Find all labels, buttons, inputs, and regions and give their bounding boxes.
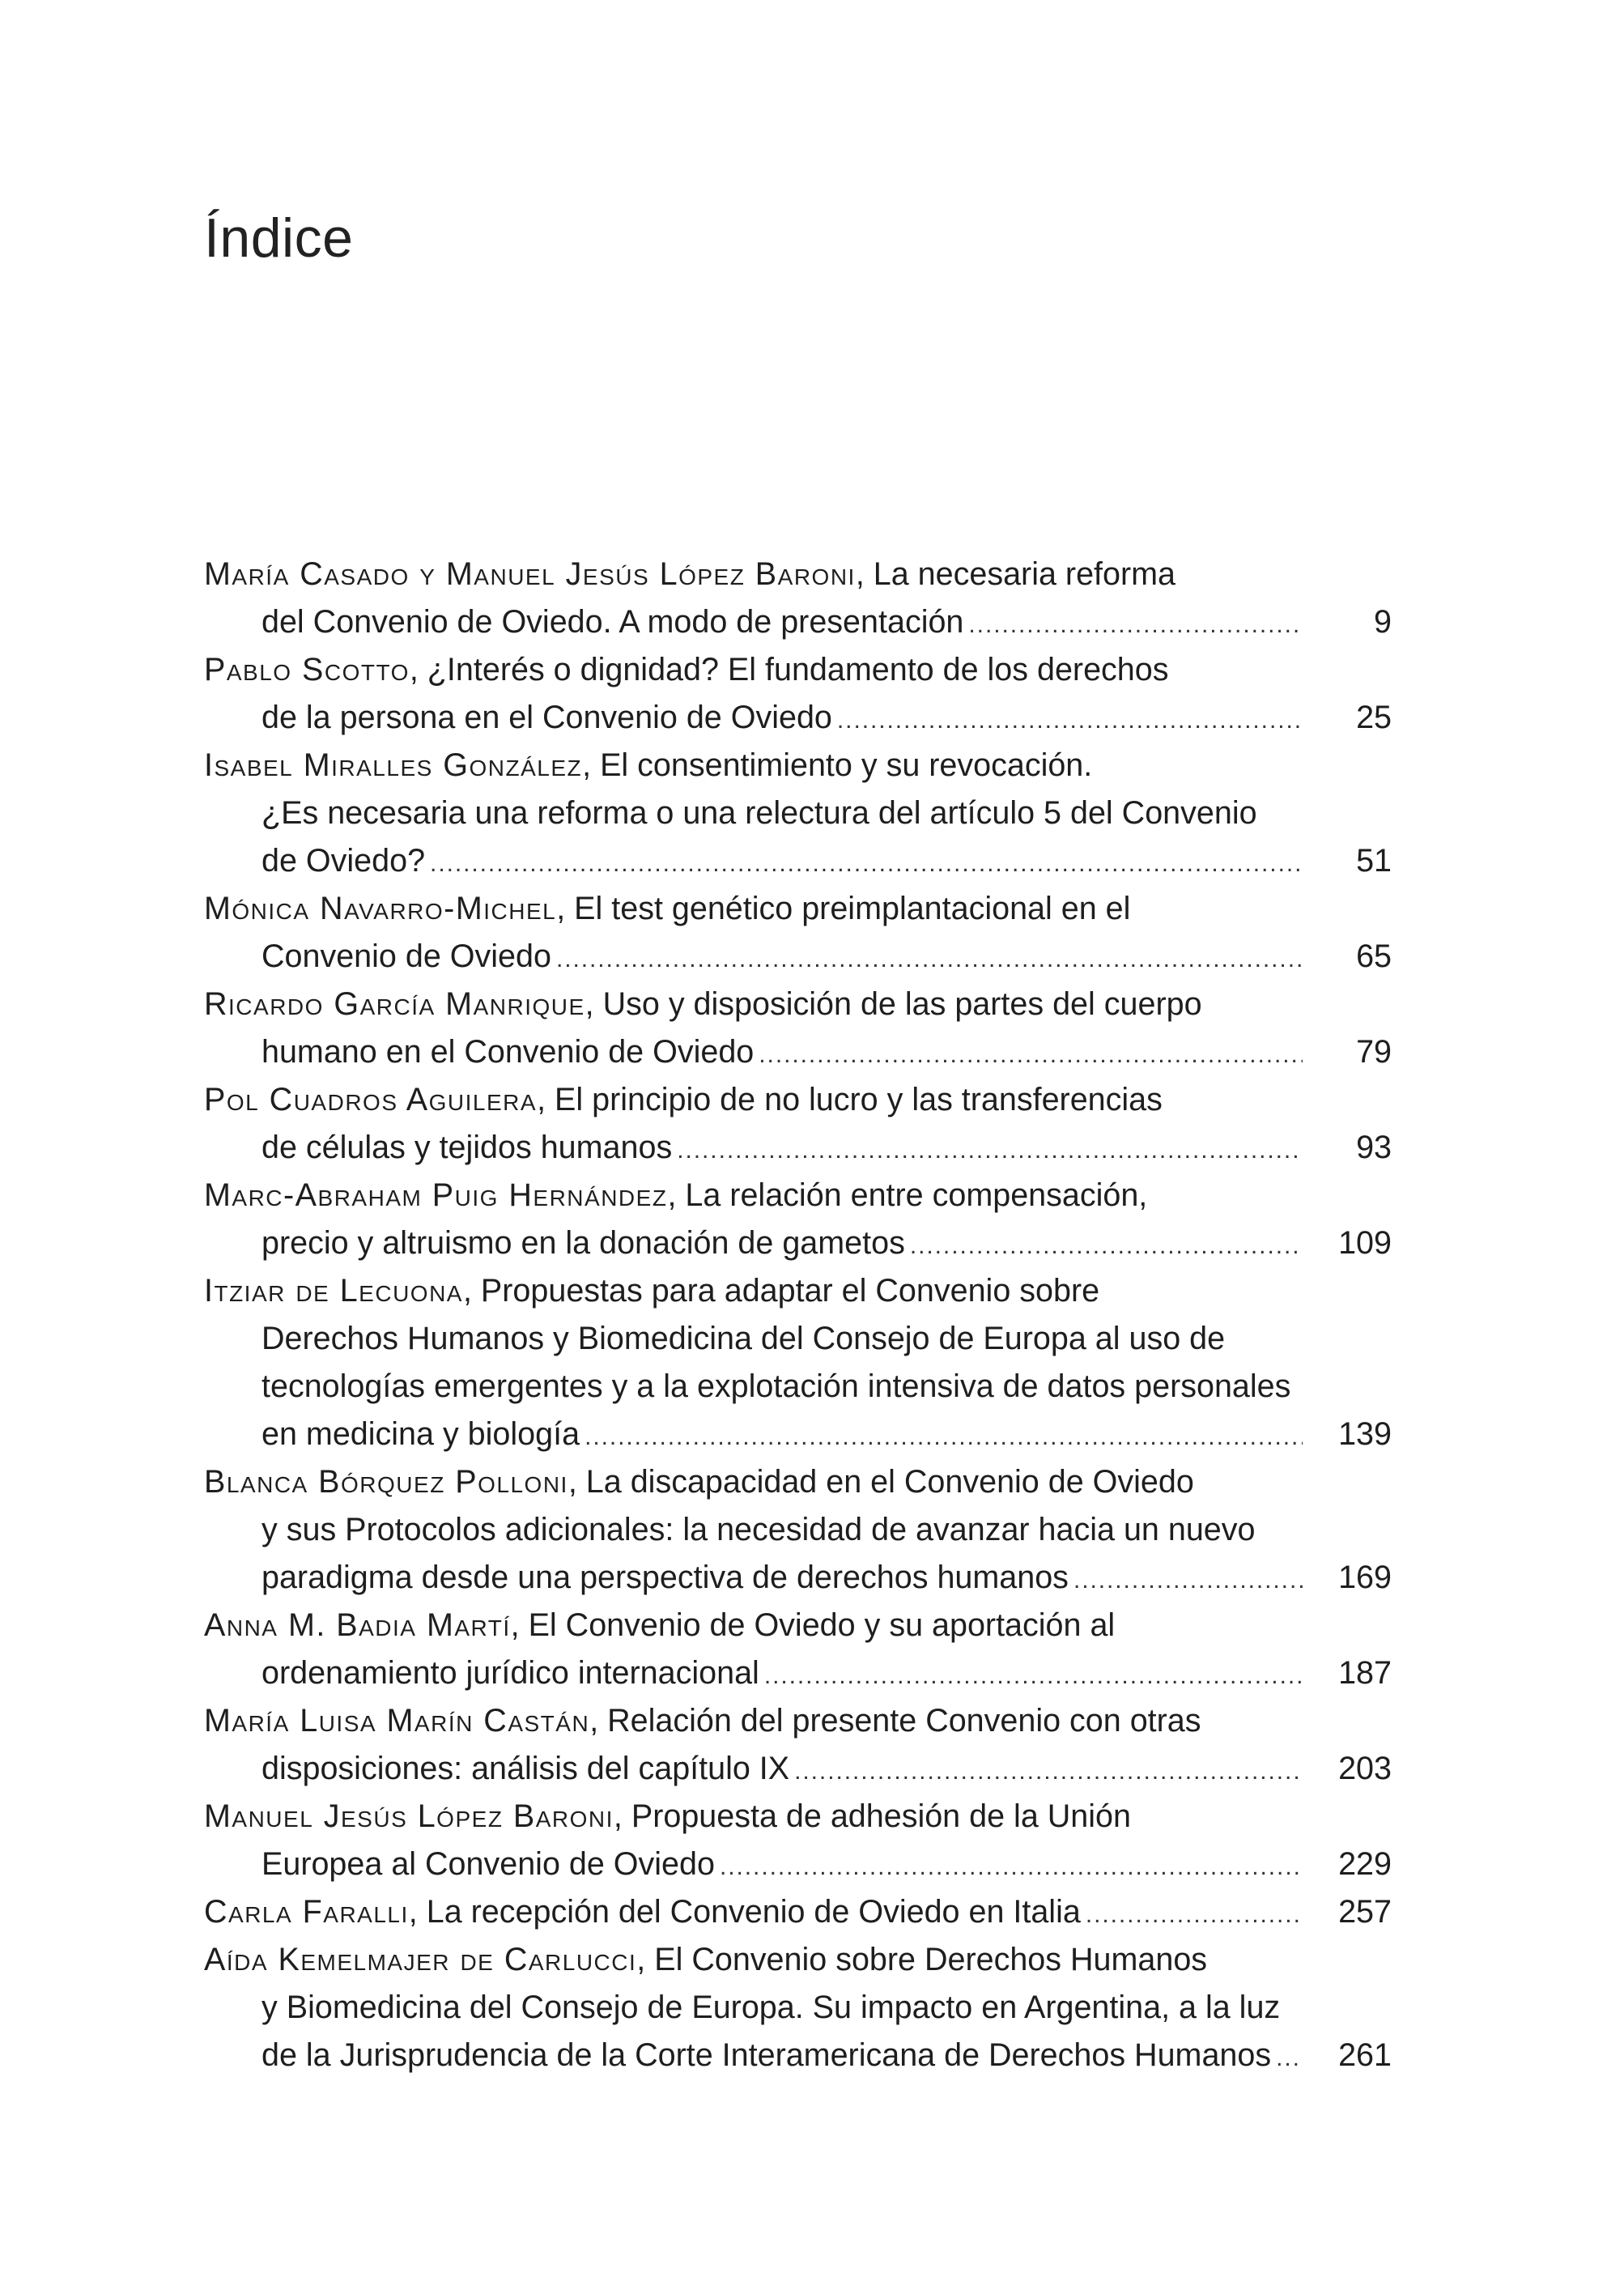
toc-author: Carla Faralli	[204, 1894, 409, 1930]
toc-author: Anna M. Badia Martí	[204, 1607, 511, 1643]
toc-title-start: , El Convenio sobre Derechos Humanos	[636, 1942, 1208, 1977]
toc-line-text	[261, 837, 1303, 887]
toc-author: María Casado y Manuel Jesús López Baroni	[204, 556, 856, 592]
toc-author: María Luisa Marín Castán	[204, 1703, 590, 1739]
toc-line-text	[261, 1219, 1303, 1270]
toc-line	[204, 789, 1418, 837]
dot-leader	[794, 1745, 1303, 1795]
toc-title-end: ordenamiento jurídico internacional	[261, 1655, 759, 1691]
toc-line-text	[261, 933, 1303, 983]
dot-leader	[764, 1649, 1303, 1700]
toc-line-text	[261, 1028, 1303, 1079]
toc-title-continuation: y sus Protocolos adicionales: la necesidad de avanzar hacia un nuevo	[261, 1512, 1256, 1547]
toc-page-number: 25	[1356, 700, 1392, 735]
toc-line	[204, 1172, 1418, 1219]
toc-title-end: humano en el Convenio de Oviedo	[261, 1034, 755, 1070]
toc-entry[interactable]	[204, 1936, 1418, 2079]
toc-first-line	[204, 1267, 1099, 1315]
toc-title-start: , Relación del presente Convenio con otras	[589, 1703, 1201, 1739]
toc-first-line	[204, 1936, 1207, 1984]
toc-first-line	[204, 1076, 1163, 1124]
toc-author: Marc-Abraham Puig Hernández	[204, 1177, 668, 1213]
toc-line	[204, 1458, 1418, 1506]
toc-title-end: paradigma desde una perspectiva de derechos humanos	[261, 1560, 1069, 1595]
toc-title-start: , La relación entre compensación,	[667, 1177, 1148, 1213]
dot-leader	[585, 1411, 1303, 1461]
toc-title-end: del Convenio de Oviedo. A modo de presentación	[261, 604, 964, 640]
toc-author: Manuel Jesús López Baroni	[204, 1798, 614, 1834]
toc-entry[interactable]	[204, 1793, 1418, 1888]
dot-leader	[720, 1841, 1303, 1891]
dot-leader	[430, 837, 1303, 887]
toc-line	[204, 981, 1418, 1028]
toc-page-number: 139	[1338, 1416, 1392, 1452]
toc-first-line	[204, 1697, 1201, 1745]
toc-line	[204, 598, 1418, 646]
toc-line	[204, 1936, 1418, 1984]
toc-title-start: , El principio de no lucro y las transferencias	[537, 1082, 1163, 1117]
toc-first-line	[204, 885, 1130, 933]
toc-line	[204, 1506, 1418, 1554]
toc-author: Isabel Miralles González	[204, 747, 583, 783]
page-title: Índice	[204, 207, 354, 269]
toc-line	[204, 1888, 1418, 1936]
toc-title-start: , La discapacidad en el Convenio de Oviedo	[568, 1464, 1194, 1500]
dot-leader	[677, 1124, 1303, 1174]
toc-line	[204, 1124, 1418, 1172]
toc-line-text	[261, 2032, 1303, 2082]
toc-author: Mónica Navarro-Michel	[204, 891, 557, 926]
toc-title-end: disposiciones: análisis del capítulo IX	[261, 1751, 790, 1786]
toc-entry[interactable]	[204, 1888, 1418, 1936]
toc-line	[204, 1028, 1418, 1076]
dot-leader	[1276, 2032, 1303, 2082]
toc-entry[interactable]	[204, 1697, 1418, 1793]
toc-entry[interactable]	[204, 1172, 1418, 1267]
dot-leader	[1086, 1888, 1303, 1939]
toc-line	[204, 1745, 1418, 1793]
toc-line	[204, 1793, 1418, 1841]
dot-leader	[556, 933, 1303, 983]
toc-first-line	[204, 742, 1092, 789]
toc-entry[interactable]	[204, 742, 1418, 885]
toc-line	[204, 1649, 1418, 1697]
toc-title-end: en medicina y biología	[261, 1416, 580, 1452]
toc-page-number: 169	[1338, 1560, 1392, 1595]
toc-line-text	[204, 1888, 1303, 1939]
dot-leader	[759, 1028, 1303, 1079]
toc-title-start: , El test genético preimplantacional en el	[556, 891, 1131, 926]
dot-leader	[1073, 1554, 1303, 1604]
toc-line	[204, 1411, 1418, 1458]
toc-line-text	[261, 1841, 1303, 1891]
toc-line-text	[261, 1124, 1303, 1174]
toc-line	[204, 837, 1418, 885]
toc-entry[interactable]	[204, 1267, 1418, 1458]
toc-page-number: 261	[1338, 2037, 1392, 2073]
toc-entry[interactable]	[204, 1602, 1418, 1697]
toc-first-line	[204, 646, 1168, 694]
toc-author: Aída Kemelmajer de Carlucci	[204, 1942, 637, 1977]
toc-title-continuation: y Biomedicina del Consejo de Europa. Su impacto en Argentina, a la luz	[261, 1990, 1281, 2025]
toc-page-number: 9	[1374, 604, 1392, 640]
toc-entry[interactable]	[204, 885, 1418, 981]
toc-line	[204, 646, 1418, 694]
toc-line	[204, 2032, 1418, 2079]
toc-first-line	[204, 1602, 1115, 1649]
toc-page-number: 187	[1338, 1655, 1392, 1691]
toc-author: Pol Cuadros Aguilera	[204, 1082, 538, 1117]
toc-line-text	[261, 598, 1303, 649]
toc-title-start: , Propuestas para adaptar el Convenio sobre	[462, 1273, 1100, 1309]
toc-title-continuation: Derechos Humanos y Biomedicina del Consejo de Europa al uso de	[261, 1321, 1226, 1356]
toc-first-line	[204, 1793, 1131, 1841]
toc-line-text	[261, 1554, 1303, 1604]
toc-entry[interactable]	[204, 551, 1418, 646]
toc-title-end: de Oviedo?	[261, 843, 426, 879]
toc-line	[204, 551, 1418, 598]
toc-line	[204, 1697, 1418, 1745]
toc-entry[interactable]	[204, 1458, 1418, 1602]
toc-title-end: de la persona en el Convenio de Oviedo	[261, 700, 832, 735]
toc-line	[204, 885, 1418, 933]
toc-entry[interactable]	[204, 1076, 1418, 1172]
toc-page-number: 109	[1338, 1225, 1392, 1261]
toc-line	[204, 694, 1418, 742]
toc-line	[204, 933, 1418, 981]
toc-page-number: 65	[1356, 938, 1392, 974]
toc-page-number: 79	[1356, 1034, 1392, 1070]
toc-author: Pablo Scotto	[204, 652, 410, 687]
toc-line-text	[261, 1411, 1303, 1461]
toc-title-start: , El Convenio de Oviedo y su aportación al	[510, 1607, 1116, 1643]
toc-title-start: , La recepción del Convenio de Oviedo en Italia	[408, 1894, 1081, 1930]
toc-line-text	[261, 1745, 1303, 1795]
toc-line	[204, 742, 1418, 789]
toc-title-start: , Uso y disposición de las partes del cuerpo	[585, 986, 1202, 1022]
toc-line	[204, 1076, 1418, 1124]
toc-page-number: 229	[1338, 1846, 1392, 1882]
toc-author: Blanca Bórquez Polloni	[204, 1464, 568, 1500]
toc-page-number: 257	[1338, 1894, 1392, 1930]
toc-line	[204, 1554, 1418, 1602]
toc-entry[interactable]	[204, 646, 1418, 742]
toc-page-number: 93	[1356, 1130, 1392, 1165]
toc-first-line	[204, 1458, 1194, 1506]
toc-title-start: , El consentimiento y su revocación.	[582, 747, 1093, 783]
dot-leader	[910, 1219, 1303, 1270]
toc-first-line	[204, 981, 1202, 1028]
toc-line	[204, 1602, 1418, 1649]
toc-author: Itziar de Lecuona	[204, 1273, 463, 1309]
toc-entry[interactable]	[204, 981, 1418, 1076]
toc-line-text	[261, 694, 1303, 744]
toc-title-end: de la Jurisprudencia de la Corte Interamericana de Derechos Humanos	[261, 2037, 1272, 2073]
toc-line-text	[261, 1649, 1303, 1700]
toc-page-number: 51	[1356, 843, 1392, 879]
dot-leader	[837, 694, 1303, 744]
dot-leader	[968, 598, 1303, 649]
toc-page-number: 203	[1338, 1751, 1392, 1786]
toc-title-end: Europea al Convenio de Oviedo	[261, 1846, 715, 1882]
toc-line	[204, 1984, 1418, 2032]
toc-title-start: , La necesaria reforma	[855, 556, 1176, 592]
toc-title-continuation: ¿Es necesaria una reforma o una relectura del artículo 5 del Convenio	[261, 795, 1257, 831]
toc-title-start: , Propuesta de adhesión de la Unión	[613, 1798, 1131, 1834]
toc-title-start: , ¿Interés o dignidad? El fundamento de los derechos	[409, 652, 1169, 687]
toc-line	[204, 1315, 1418, 1363]
toc-first-line	[204, 1888, 1081, 1936]
toc-line	[204, 1841, 1418, 1888]
toc-line	[204, 1267, 1418, 1315]
table-of-contents	[204, 551, 1418, 2079]
toc-title-end: de células y tejidos humanos	[261, 1130, 673, 1165]
toc-title-end: Convenio de Oviedo	[261, 938, 551, 974]
toc-first-line	[204, 551, 1175, 598]
toc-first-line	[204, 1172, 1147, 1219]
toc-line	[204, 1219, 1418, 1267]
toc-title-continuation: tecnologías emergentes y a la explotación intensiva de datos personales	[261, 1368, 1291, 1404]
toc-title-end: precio y altruismo en la donación de gametos	[261, 1225, 905, 1261]
toc-line	[204, 1363, 1418, 1411]
toc-author: Ricardo García Manrique	[204, 986, 585, 1022]
